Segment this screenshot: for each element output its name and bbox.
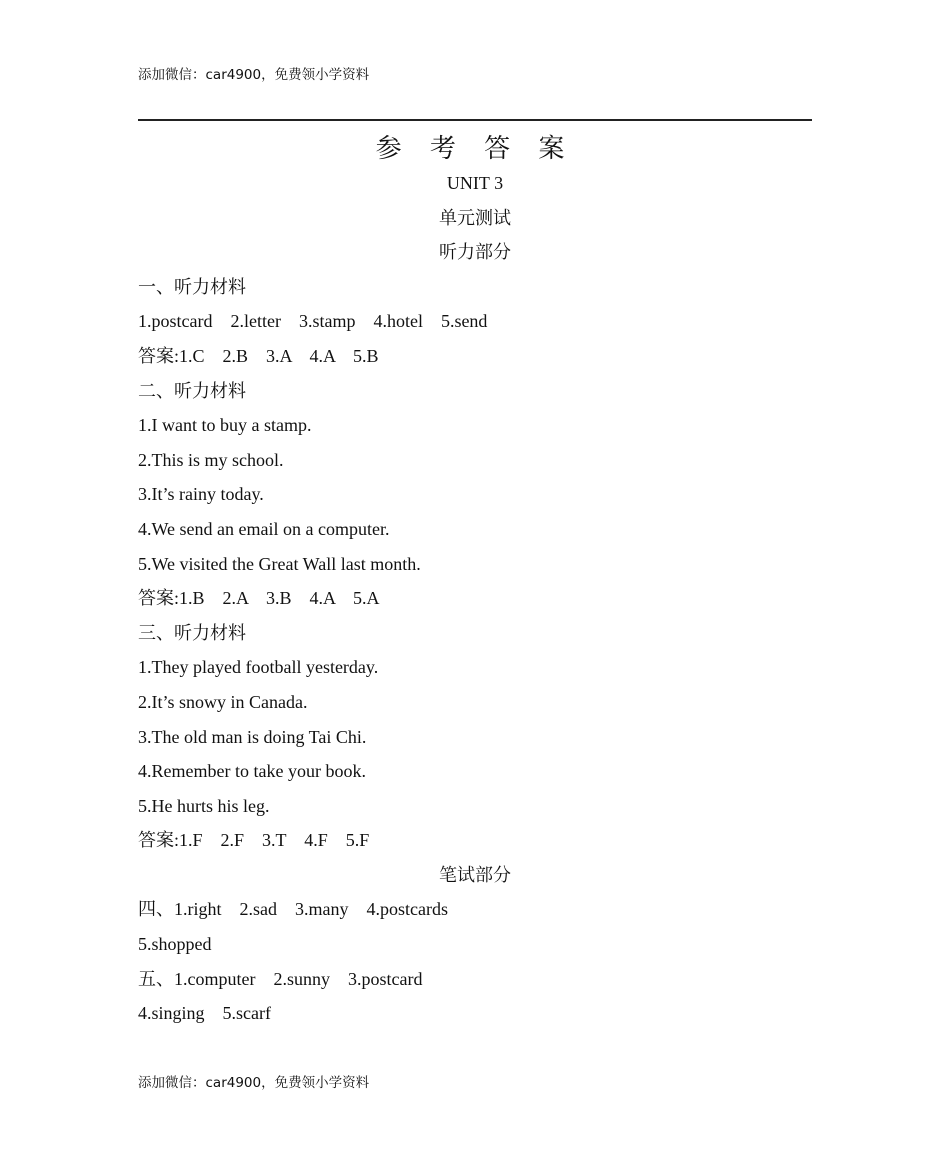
document-line: 一、听力材料 [138,276,246,297]
document-line: 笔试部分 [439,864,511,885]
document-line: 听力部分 [439,242,511,263]
document-line: 1.I want to buy a stamp. [138,415,312,436]
document-line: 2.It’s snowy in Canada. [138,691,308,712]
document-line: UNIT 3 [446,173,504,193]
document-line: 答案:1.C 2.B 3.A 4.A 5.B [138,345,379,366]
answer-content [138,166,812,1031]
document-line: 5.We visited the Great Wall last month. [138,553,421,574]
document-line: 5.shopped [138,934,212,955]
document-line: 2.This is my school. [138,449,284,470]
document-line: 答案:1.B 2.A 3.B 4.A 5.A [138,588,380,609]
document-line: 三、听力材料 [138,622,246,643]
document-line: 4.We send an email on a computer. [138,518,390,539]
document-line: 答案:1.F 2.F 3.T 4.F 5.F [138,830,370,851]
document-line: 1.postcard 2.letter 3.stamp 4.hotel 5.send [138,311,488,332]
document-line: 5.He hurts his leg. [138,795,270,816]
header-note: 添加微信：car4900，免费领小学资料 [138,67,370,83]
document-line: 4.singing 5.scarf [138,1003,271,1024]
document-line: 3.The old man is doing Tai Chi. [138,726,367,747]
document-line: 五、1.computer 2.sunny 3.postcard [138,968,423,989]
document-line: 1.They played football yesterday. [138,657,379,678]
footer-note: 添加微信：car4900，免费领小学资料 [138,1075,370,1091]
header-divider [138,119,812,121]
document-line: 单元测试 [439,207,511,228]
document-line: 四、1.right 2.sad 3.many 4.postcards [138,899,448,920]
document-line: 二、听力材料 [138,380,246,401]
document-title: 参 考 答 案 [375,134,575,164]
document-line: 3.It’s rainy today. [138,484,264,505]
document-line: 4.Remember to take your book. [138,761,366,782]
